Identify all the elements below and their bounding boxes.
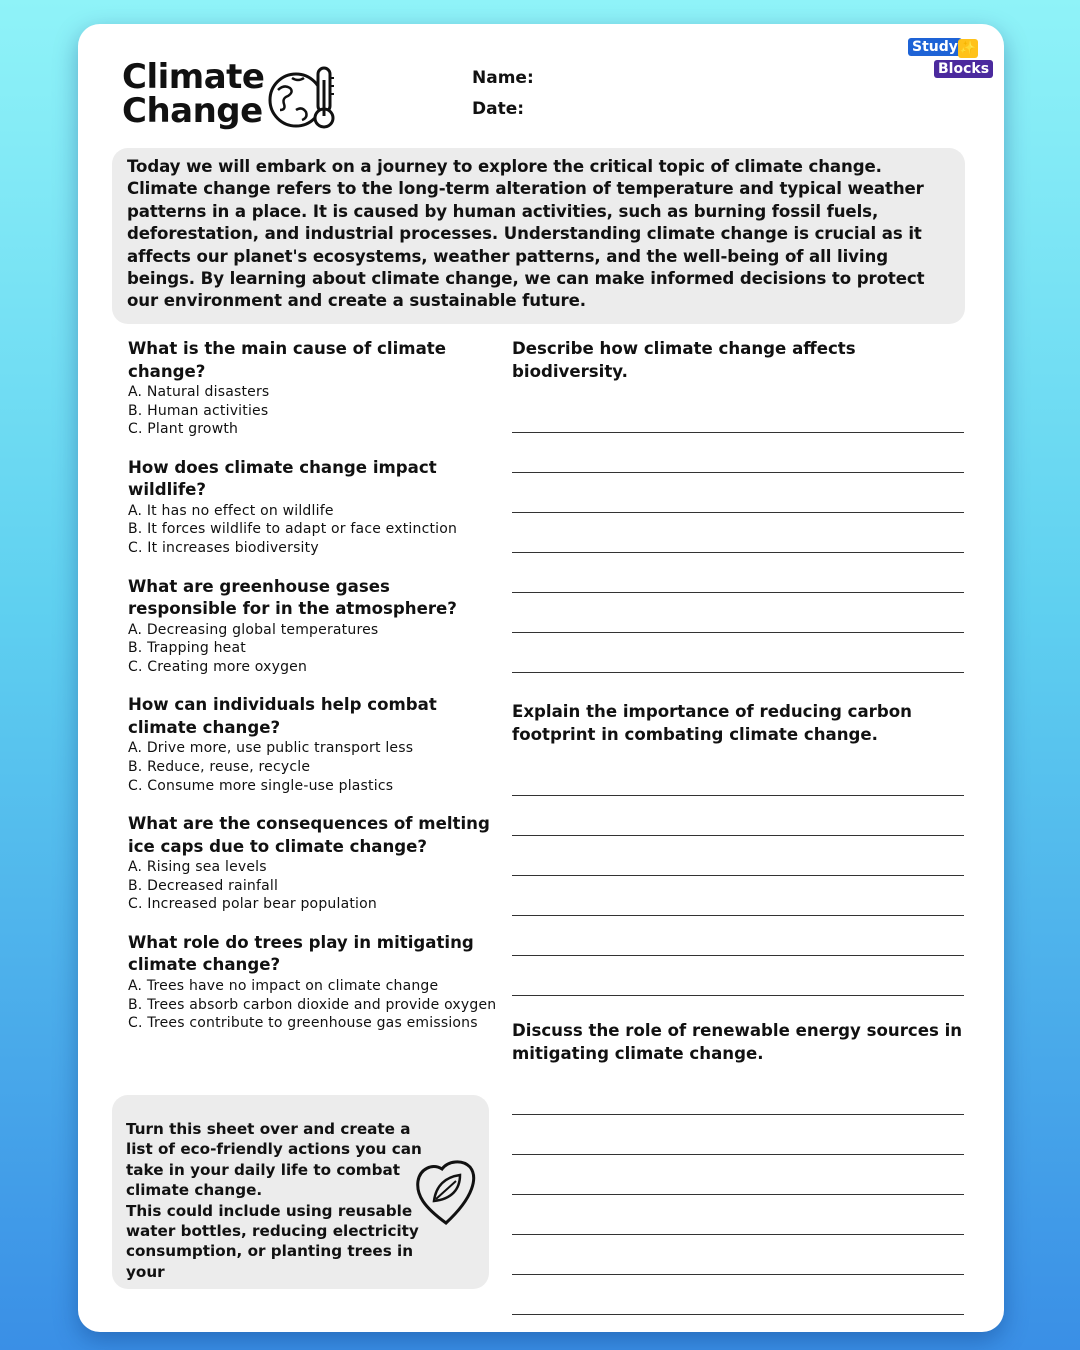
answer-line[interactable] — [512, 432, 964, 433]
question-title: How can individuals help combat climate change? — [128, 695, 437, 737]
answer-option: B. Human activities — [128, 402, 269, 419]
writing-prompt-3: Discuss the role of renewable energy sources in mitigating climate change. — [512, 1021, 963, 1063]
answer-line[interactable] — [512, 1234, 964, 1235]
heart-leaf-icon — [414, 1157, 478, 1227]
answer-line[interactable] — [512, 795, 964, 796]
question-title: What are greenhouse gases responsible for in the atmosphere? — [128, 576, 457, 619]
answer-line[interactable] — [512, 512, 964, 513]
answer-line[interactable] — [512, 632, 964, 633]
answer-line[interactable] — [512, 915, 964, 916]
answer-option: A. Trees have no impact on climate change — [128, 977, 439, 994]
answer-option: A. Natural disasters — [128, 384, 270, 400]
question-title: What are the consequences of melting ice caps due to climate change? — [128, 814, 490, 856]
study-blocks-logo — [908, 38, 990, 82]
answer-option: B. Trapping heat — [128, 640, 246, 657]
writing-prompt-2: Explain the importance of reducing carbon footprint in combating climate change. — [512, 702, 912, 744]
title-line-1: Climate — [122, 57, 265, 97]
globe-thermometer-icon — [266, 64, 338, 132]
question-6 — [128, 932, 498, 1033]
answer-line[interactable] — [512, 835, 964, 836]
answer-option: A. It has no effect on wildlife — [128, 502, 334, 519]
answer-option: A. Drive more, use public transport less — [128, 740, 414, 757]
logo-blocks-text: Blocks — [934, 60, 993, 78]
name-label: Name: — [472, 68, 534, 88]
answer-option: C. Plant growth — [128, 421, 239, 438]
answer-option: C. Increased polar bear population — [128, 896, 377, 913]
answer-line[interactable] — [512, 672, 964, 673]
answer-option: C. Creating more oxygen — [128, 658, 308, 675]
answer-option: A. Rising sea levels — [128, 859, 267, 876]
answer-line[interactable] — [512, 1114, 964, 1115]
answer-line[interactable] — [512, 955, 964, 956]
worksheet — [78, 24, 1004, 1332]
question-1 — [128, 338, 498, 439]
written-response-section — [512, 338, 966, 1315]
logo-study-text: Study — [908, 38, 962, 56]
answer-line[interactable] — [512, 1274, 964, 1275]
date-label: Date: — [472, 99, 525, 119]
answer-line[interactable] — [512, 995, 964, 996]
worksheet-title — [122, 57, 265, 131]
question-4 — [128, 694, 498, 795]
sparkle-icon: ✨ — [959, 41, 977, 56]
student-info — [472, 68, 534, 130]
multiple-choice-section — [128, 338, 498, 1051]
answer-option: B. Reduce, reuse, recycle — [128, 758, 311, 775]
answer-line[interactable] — [512, 472, 964, 473]
answer-option: B. Trees absorb carbon dioxide and provide oxygen — [128, 996, 497, 1013]
answer-line[interactable] — [512, 552, 964, 553]
answer-option: B. Decreased rainfall — [128, 877, 279, 894]
question-2 — [128, 457, 498, 558]
answer-option: C. Consume more single-use plastics — [128, 777, 394, 794]
activity-examples: This could include using reusable water bottles, reducing electricity consumption, or planting trees in your — [126, 1201, 419, 1281]
answer-option: C. It increases biodiversity — [128, 539, 319, 556]
answer-line[interactable] — [512, 1314, 964, 1315]
answer-line[interactable] — [512, 1154, 964, 1155]
writing-prompt-1: Describe how climate change affects biodiversity. — [512, 339, 856, 381]
question-title: What is the main cause of climate change? — [128, 339, 446, 381]
answer-option: B. It forces wildlife to adapt or face extinction — [128, 521, 458, 538]
answer-line[interactable] — [512, 1194, 964, 1195]
question-title: How does climate change impact wildlife? — [128, 457, 437, 500]
question-3 — [128, 576, 498, 677]
answer-line[interactable] — [512, 592, 964, 593]
activity-box — [112, 1095, 489, 1289]
question-5 — [128, 813, 498, 914]
question-title: What role do trees play in mitigating climate change? — [128, 932, 474, 975]
answer-option: A. Decreasing global temperatures — [128, 621, 379, 638]
intro-paragraph: Today we will embark on a journey to explore the critical topic of climate change. Climate change refers to the long-term alteration of temperature and typical weather patterns in a place. It is caused by human activities, such as burning fossil fuels, deforestation, and industrial processes. Understanding climate change is crucial as it affects our planet's ecosystems, weather patterns, and the well-being of all living beings. By learning about climate change, we can make informed decisions to protect our environment and create a sustainable future. — [112, 148, 965, 324]
activity-instruction: Turn this sheet over and create a list of eco-friendly actions you can take in your daily life to combat climate change. — [126, 1120, 422, 1200]
title-line-2: Change — [122, 91, 263, 131]
answer-line[interactable] — [512, 875, 964, 876]
activity-text — [126, 1119, 426, 1282]
answer-option: C. Trees contribute to greenhouse gas emissions — [128, 1015, 478, 1032]
